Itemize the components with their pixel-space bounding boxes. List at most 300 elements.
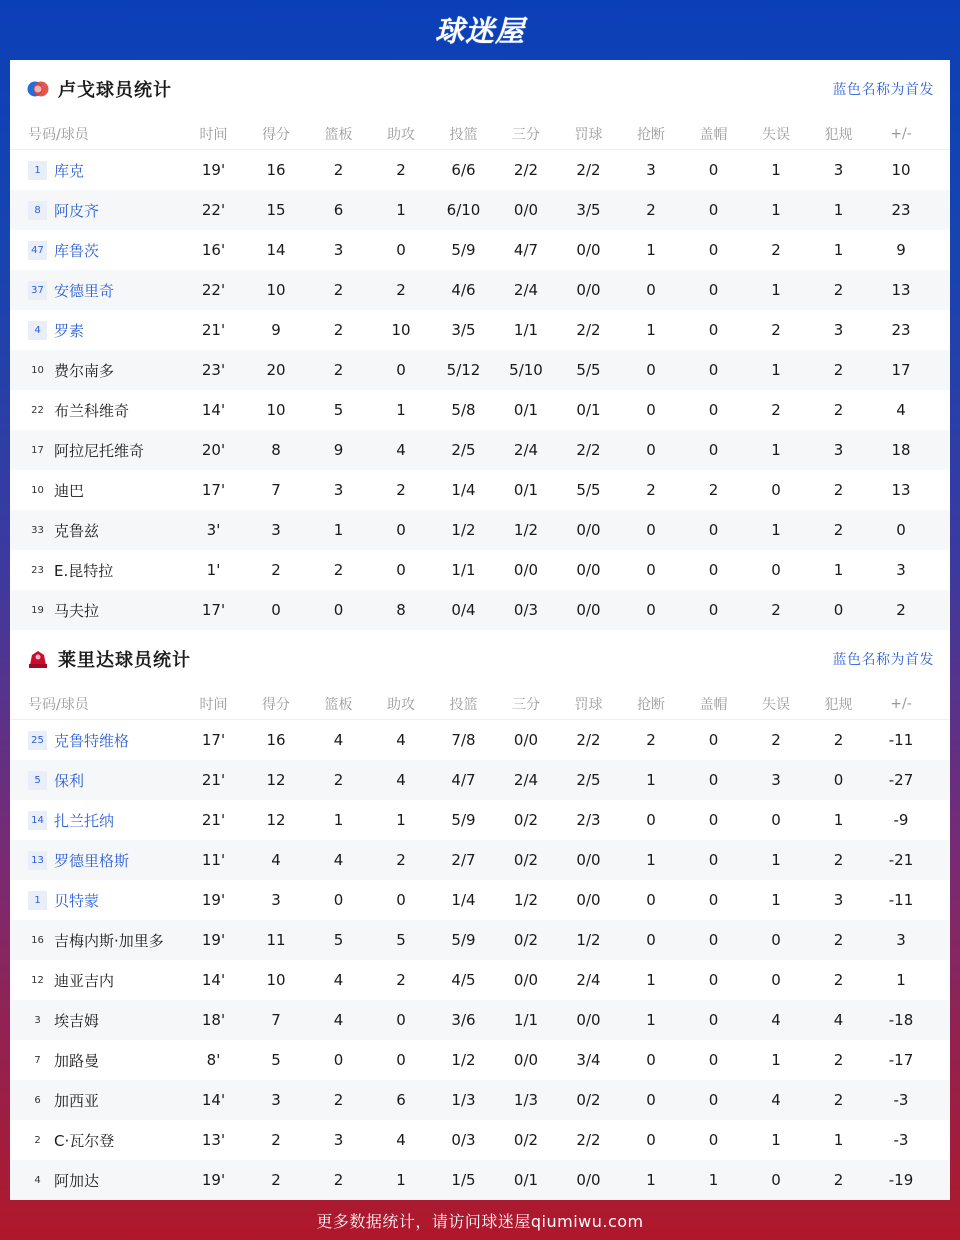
column-header: 三分	[512, 126, 540, 143]
stat-cell: 1	[396, 401, 406, 419]
stat-cell: 2/4	[513, 771, 539, 789]
stat-cell: 1	[833, 1131, 844, 1149]
stat-cell: 2	[646, 201, 656, 219]
stat-cell: 4	[271, 851, 281, 869]
stat-cell: 2/2	[576, 321, 601, 339]
stat-cell: 2	[833, 481, 844, 499]
stat-cell: 1	[771, 521, 781, 539]
player-row[interactable]	[10, 270, 950, 310]
stat-cell: 2	[271, 561, 281, 579]
jersey-number: 1	[28, 161, 47, 180]
stat-cell: 1	[333, 811, 344, 829]
stat-cell: 2	[333, 281, 344, 299]
player-name[interactable]: 费尔南多	[54, 361, 115, 380]
section-title-group	[26, 76, 172, 102]
player-name[interactable]: 罗德里格斯	[54, 851, 130, 870]
stat-cell: 2	[771, 601, 781, 619]
player-row[interactable]	[10, 1160, 950, 1200]
player-name[interactable]: 库鲁茨	[54, 241, 100, 260]
stat-cell: 0/0	[513, 731, 539, 749]
stat-cell: 8'	[206, 1051, 221, 1069]
stat-cell: 2	[771, 321, 781, 339]
stat-cell: 6	[396, 1091, 406, 1109]
stat-cell: 19'	[201, 1171, 226, 1189]
stat-cell: 0/1	[513, 1171, 539, 1189]
column-header: 盖帽	[699, 126, 728, 143]
stat-cell: 0	[646, 561, 656, 579]
stat-cell: 2	[833, 361, 844, 379]
stat-cell: 2	[271, 1171, 281, 1189]
column-header: 罚球	[574, 696, 603, 713]
stat-cell: 0/1	[513, 401, 539, 419]
stat-cell: 3/5	[451, 321, 476, 339]
stat-cell: 3	[271, 891, 281, 909]
player-name[interactable]: 迪巴	[54, 481, 85, 500]
stat-cell: 3	[333, 481, 344, 499]
jersey-number: 12	[31, 974, 44, 986]
player-row[interactable]	[10, 880, 950, 920]
stat-cell: 1	[646, 771, 656, 789]
column-header: 罚球	[574, 126, 603, 143]
column-header: +/-	[890, 695, 912, 712]
player-cell	[10, 1010, 182, 1031]
stat-cell: 14'	[201, 1091, 226, 1109]
stat-cell: -11	[888, 891, 914, 909]
stat-cell: 1	[396, 201, 406, 219]
stat-cell: 18'	[201, 1011, 226, 1029]
stat-cell: 2	[333, 1091, 344, 1109]
player-name[interactable]: C·瓦尔登	[54, 1131, 115, 1150]
stat-cell: 1/2	[451, 1051, 476, 1069]
stat-cell: 1	[771, 1131, 781, 1149]
player-cell	[10, 480, 182, 501]
column-header: 失误	[762, 696, 790, 713]
player-name[interactable]: 库克	[54, 161, 85, 180]
jersey-number: 19	[31, 604, 44, 616]
player-name[interactable]: 阿拉尼托维奇	[54, 441, 145, 460]
player-name[interactable]: 克鲁特维格	[54, 731, 130, 750]
stat-cell: 3	[333, 241, 344, 259]
section-header	[10, 60, 950, 118]
stat-cell: 5/5	[576, 361, 601, 379]
stat-cell: 3'	[206, 521, 221, 539]
player-row[interactable]	[10, 510, 950, 550]
column-header: 助攻	[387, 126, 415, 143]
player-cell	[10, 810, 182, 831]
stat-cell: 0/0	[513, 561, 539, 579]
stat-cell: -9	[893, 811, 909, 829]
stat-cell: 0/0	[576, 561, 601, 579]
column-header: 得分	[262, 126, 290, 143]
stat-cell: 1/5	[451, 1171, 476, 1189]
footer-text[interactable]: 更多数据统计，请访问球迷屋qiumiwu.com	[316, 1211, 644, 1231]
team-sections	[10, 60, 950, 1200]
player-name[interactable]: 阿加达	[54, 1171, 100, 1190]
stat-cell: 1	[771, 441, 781, 459]
stat-cell: 4	[333, 1011, 344, 1029]
stat-cell: 2/4	[513, 441, 539, 459]
stat-cell: 0	[708, 201, 719, 219]
player-cell	[10, 200, 182, 221]
stat-cell: 10	[891, 161, 911, 179]
stat-cell: 0/0	[576, 1171, 601, 1189]
column-header: 抢断	[637, 126, 665, 143]
table-header-row	[10, 688, 950, 720]
footer-banner	[0, 1200, 960, 1240]
column-header: 时间	[199, 126, 228, 143]
player-row[interactable]	[10, 1080, 950, 1120]
stat-cell: 1/4	[451, 891, 476, 909]
player-name[interactable]: 埃吉姆	[54, 1011, 100, 1030]
player-cell	[10, 930, 182, 951]
stat-cell: 0	[708, 281, 719, 299]
table-header-row	[10, 118, 950, 150]
section-header	[10, 630, 950, 688]
column-header: 失误	[762, 126, 790, 143]
player-name[interactable]: E.昆特拉	[54, 561, 114, 580]
stat-cell: 0	[708, 891, 719, 909]
stat-cell: 0	[646, 361, 656, 379]
stat-cell: 0	[271, 601, 281, 619]
stat-cell: 0	[833, 601, 844, 619]
stat-cell: 0	[771, 1171, 781, 1189]
stat-cell: 0/0	[513, 201, 539, 219]
stat-cell: 2	[396, 851, 406, 869]
stat-cell: -17	[888, 1051, 914, 1069]
jersey-number: 8	[28, 201, 47, 220]
column-header: 号码/球员	[28, 696, 89, 713]
stat-cell: 2	[646, 731, 656, 749]
player-name[interactable]: 克鲁兹	[54, 521, 100, 540]
stat-cell: 0	[708, 601, 719, 619]
stat-cell: 2	[333, 321, 344, 339]
stat-cell: 12	[266, 771, 286, 789]
stat-cell: 0	[708, 521, 719, 539]
stat-cell: 0/3	[513, 601, 539, 619]
stat-cell: 0	[708, 1091, 719, 1109]
stat-cell: 1	[771, 201, 781, 219]
stat-cell: 9	[333, 441, 344, 459]
stat-cell: 3	[896, 931, 906, 949]
player-cell	[10, 400, 182, 421]
stat-cell: 4	[771, 1011, 781, 1029]
player-row[interactable]	[10, 760, 950, 800]
section-title-group	[26, 646, 191, 672]
stat-cell: 17'	[201, 601, 226, 619]
stat-cell: 2	[396, 161, 406, 179]
stat-cell: 1	[833, 241, 844, 259]
column-header: 投篮	[449, 126, 478, 143]
stat-cell: 0	[771, 811, 781, 829]
stat-cell: 1/1	[451, 561, 476, 579]
stat-cell: 0	[333, 601, 344, 619]
stat-cell: 0	[396, 241, 406, 259]
player-row[interactable]	[10, 1120, 950, 1160]
jersey-number: 1	[28, 891, 47, 910]
stat-cell: 1	[771, 1051, 781, 1069]
stat-cell: 4	[396, 771, 406, 789]
player-row[interactable]	[10, 800, 950, 840]
stat-cell: 1/2	[513, 891, 539, 909]
jersey-number: 13	[28, 851, 47, 870]
stat-cell: 1	[771, 851, 781, 869]
stat-cell: 0/0	[576, 851, 601, 869]
stat-cell: 7	[271, 1011, 281, 1029]
player-cell	[10, 1090, 182, 1111]
jersey-number: 14	[28, 811, 47, 830]
stat-cell: 2/4	[513, 281, 539, 299]
brand-logo[interactable]: 球迷屋	[434, 13, 525, 48]
stat-cell: 1	[646, 851, 656, 869]
player-row[interactable]	[10, 1000, 950, 1040]
stat-cell: 2	[833, 931, 844, 949]
stat-cell: 10	[266, 281, 286, 299]
stat-cell: 2	[396, 971, 406, 989]
stat-cell: 20'	[201, 441, 226, 459]
player-cell	[10, 440, 182, 461]
stat-cell: 4	[396, 441, 406, 459]
stat-cell: 5	[271, 1051, 281, 1069]
stat-cell: -3	[893, 1131, 909, 1149]
stat-cell: 5/9	[451, 811, 476, 829]
stat-cell: 0/0	[576, 241, 601, 259]
player-cell	[10, 890, 182, 911]
stat-cell: 0	[833, 771, 844, 789]
stat-cell: 6	[333, 201, 344, 219]
stat-cell: 2	[833, 731, 844, 749]
stat-cell: 0/0	[576, 601, 601, 619]
stat-cell: 3	[271, 1091, 281, 1109]
jersey-number: 4	[34, 1174, 41, 1186]
stat-cell: 2	[333, 161, 344, 179]
stat-cell: 12	[266, 811, 286, 829]
stat-cell: -11	[888, 731, 914, 749]
stat-cell: 0	[708, 1051, 719, 1069]
player-row[interactable]	[10, 350, 950, 390]
stat-cell: 4/7	[451, 771, 476, 789]
stat-cell: 0	[646, 601, 656, 619]
stat-cell: 5/8	[451, 401, 476, 419]
column-header: 投篮	[449, 696, 478, 713]
stat-cell: 4	[333, 971, 344, 989]
stat-cell: 3/5	[576, 201, 601, 219]
stat-cell: 0	[896, 521, 906, 539]
player-cell	[10, 1170, 182, 1191]
stat-cell: -18	[888, 1011, 914, 1029]
stat-cell: 0	[396, 361, 406, 379]
stats-card	[10, 60, 950, 1200]
stat-cell: 3	[771, 771, 781, 789]
stat-cell: 4	[333, 851, 344, 869]
jersey-number: 2	[34, 1134, 41, 1146]
player-cell	[10, 770, 182, 791]
stat-cell: 17	[891, 361, 911, 379]
stat-cell: 0/2	[513, 811, 539, 829]
player-name[interactable]: 贝特蒙	[54, 891, 100, 910]
jersey-number: 47	[28, 241, 47, 260]
stat-cell: 13	[891, 281, 911, 299]
player-name[interactable]: 加路曼	[54, 1051, 100, 1070]
stat-cell: 5	[396, 931, 406, 949]
stat-cell: 6/6	[451, 161, 476, 179]
player-row[interactable]	[10, 470, 950, 510]
stat-cell: 0	[771, 481, 781, 499]
player-name[interactable]: 迪亚吉内	[54, 971, 115, 990]
stat-cell: 5	[333, 401, 344, 419]
stat-cell: 3/6	[451, 1011, 476, 1029]
column-header: 抢断	[637, 696, 665, 713]
player-cell	[10, 600, 182, 621]
stat-cell: 19'	[201, 891, 226, 909]
stat-cell: 2	[833, 521, 844, 539]
team-section-1	[10, 60, 950, 630]
stat-cell: 0	[708, 1011, 719, 1029]
player-name[interactable]: 扎兰托纳	[54, 811, 115, 830]
stat-cell: 3/4	[576, 1051, 601, 1069]
player-name[interactable]: 吉梅内斯·加里多	[54, 931, 164, 950]
stat-cell: 0	[646, 521, 656, 539]
column-header: 助攻	[387, 696, 415, 713]
stat-cell: 20	[266, 361, 286, 379]
stat-cell: 2	[833, 971, 844, 989]
stat-cell: 8	[396, 601, 406, 619]
column-header: 盖帽	[699, 696, 728, 713]
stat-cell: 3	[833, 891, 844, 909]
stat-cell: 3	[271, 521, 281, 539]
player-row[interactable]	[10, 960, 950, 1000]
stat-cell: 11	[266, 931, 286, 949]
starter-legend-note: 蓝色名称为首发	[832, 652, 934, 668]
stat-cell: 23'	[201, 361, 226, 379]
stat-cell: 2	[396, 481, 406, 499]
stat-cell: 19'	[201, 161, 226, 179]
stat-cell: 0/1	[576, 401, 601, 419]
stat-cell: 2	[833, 1171, 844, 1189]
stat-cell: 2/7	[451, 851, 476, 869]
stat-cell: 1	[646, 241, 656, 259]
jersey-number: 4	[28, 321, 47, 340]
player-name[interactable]: 罗素	[54, 321, 85, 340]
stat-cell: 2/2	[576, 731, 601, 749]
stat-cell: 3	[833, 161, 844, 179]
jersey-number: 37	[28, 281, 47, 300]
jersey-number: 6	[34, 1094, 41, 1106]
column-header: 犯规	[824, 696, 853, 713]
stat-cell: 0	[396, 1051, 406, 1069]
player-row[interactable]	[10, 920, 950, 960]
player-name[interactable]: 马夫拉	[54, 601, 100, 620]
stat-cell: 0	[646, 1131, 656, 1149]
stat-cell: 9	[896, 241, 906, 259]
stat-cell: 2	[708, 481, 719, 499]
stat-cell: 6/10	[446, 201, 481, 219]
stat-cell: 14	[266, 241, 286, 259]
stat-cell: 0/0	[576, 521, 601, 539]
stat-cell: 0	[646, 401, 656, 419]
stat-cell: 2	[833, 851, 844, 869]
jersey-number: 7	[34, 1054, 41, 1066]
stat-cell: 23	[891, 321, 911, 339]
stat-cell: 0	[708, 161, 719, 179]
player-row[interactable]	[10, 1040, 950, 1080]
player-row[interactable]	[10, 840, 950, 880]
jersey-number: 22	[31, 404, 44, 416]
player-row[interactable]	[10, 590, 950, 630]
stat-cell: 0/2	[576, 1091, 601, 1109]
stat-cell: 2/2	[576, 441, 601, 459]
player-row[interactable]	[10, 390, 950, 430]
stat-cell: 1	[646, 321, 656, 339]
lugo-team-logo-icon	[26, 77, 50, 101]
stat-cell: 2/2	[513, 161, 539, 179]
stat-cell: 1	[896, 971, 906, 989]
player-row[interactable]	[10, 230, 950, 270]
stat-cell: 3	[833, 441, 844, 459]
player-row[interactable]	[10, 550, 950, 590]
column-header: 犯规	[824, 126, 853, 143]
stat-cell: 1	[646, 1011, 656, 1029]
stat-cell: 0	[708, 441, 719, 459]
stat-cell: 0	[771, 971, 781, 989]
lleida-team-logo-icon	[26, 647, 50, 671]
player-row[interactable]	[10, 720, 950, 760]
stat-cell: 2	[833, 1051, 844, 1069]
stat-cell: 10	[266, 971, 286, 989]
stat-cell: 1	[396, 1171, 406, 1189]
player-name[interactable]: 保利	[54, 771, 85, 790]
stat-cell: 1	[708, 1171, 719, 1189]
player-name[interactable]: 布兰科维奇	[54, 401, 130, 420]
player-name[interactable]: 加西亚	[54, 1091, 100, 1110]
stat-cell: 4	[333, 731, 344, 749]
stat-cell: 0/3	[451, 1131, 476, 1149]
stat-cell: 5/9	[451, 931, 476, 949]
stat-cell: 3	[646, 161, 656, 179]
stat-cell: 1	[833, 201, 844, 219]
stat-cell: 7/8	[451, 731, 476, 749]
column-header: 号码/球员	[28, 126, 89, 143]
stat-cell: 3	[833, 321, 844, 339]
player-row[interactable]	[10, 310, 950, 350]
stat-cell: 2	[833, 281, 844, 299]
stat-cell: 3	[333, 1131, 344, 1149]
player-row[interactable]	[10, 150, 950, 190]
stat-cell: 2/5	[451, 441, 476, 459]
player-row[interactable]	[10, 190, 950, 230]
jersey-number: 33	[31, 524, 44, 536]
player-name[interactable]: 安德里奇	[54, 281, 115, 300]
stat-cell: 4/7	[513, 241, 539, 259]
player-name[interactable]: 阿皮齐	[54, 201, 100, 220]
stat-cell: 2	[771, 401, 781, 419]
stat-cell: 22'	[201, 281, 226, 299]
stat-cell: -21	[888, 851, 914, 869]
jersey-number: 16	[31, 934, 44, 946]
stat-cell: 1/4	[451, 481, 476, 499]
stat-cell: 0	[708, 401, 719, 419]
stat-cell: 0/0	[576, 281, 601, 299]
stat-cell: 5	[333, 931, 344, 949]
player-row[interactable]	[10, 430, 950, 470]
stat-cell: 9	[271, 321, 281, 339]
stat-cell: 0	[771, 561, 781, 579]
stat-cell: 2	[333, 361, 344, 379]
stat-cell: 0/0	[576, 1011, 601, 1029]
stat-cell: 2/4	[576, 971, 601, 989]
stat-cell: 0/2	[513, 851, 539, 869]
stat-cell: 1/2	[576, 931, 601, 949]
stat-cell: 0/1	[513, 481, 539, 499]
